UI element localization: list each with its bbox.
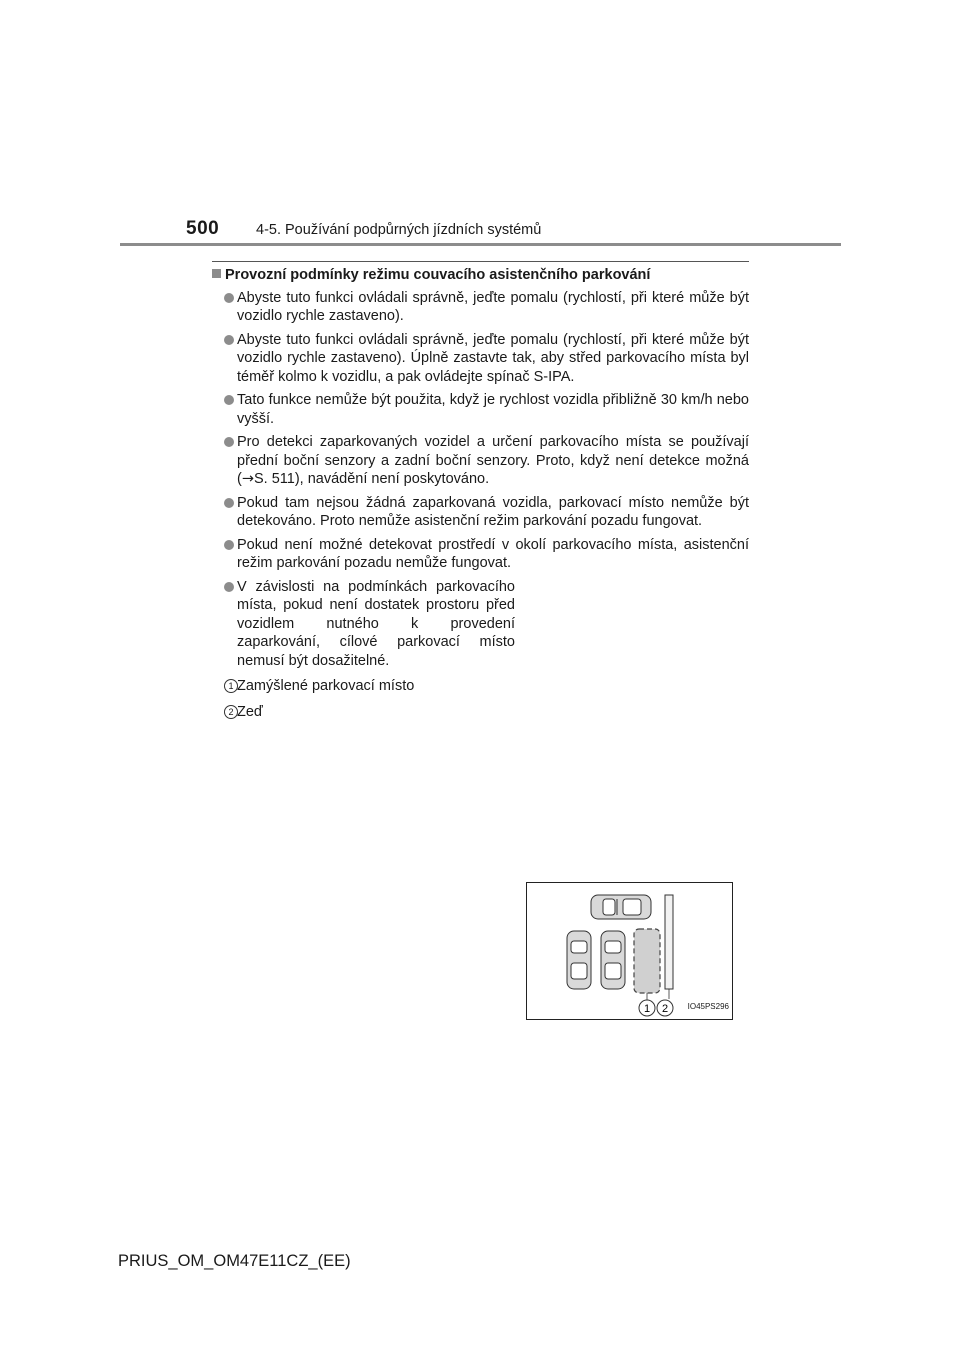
bullet-dot-icon [224,437,234,447]
list-item [212,578,515,671]
marker-label-1: 1 [643,1002,651,1015]
marker-label-2: 2 [661,1002,669,1015]
bullet-text: V závislosti na podmínkách parkovacího místa, pokud není dostatek prostoru před vozidlem nutného k provedení zaparkování, cílové parkovací místo nemusí být dosažitelné. [237,578,515,669]
bullet-text: Abyste tuto funkci ovládali správně, jeďte pomalu (rychlostí, při které může být vozidlo rychle zastaveno). [237,289,749,324]
arrow-icon: → [241,471,254,487]
circled-number-icon: 2 [224,705,238,719]
section-content [212,266,749,1015]
target-parking-space [634,929,660,993]
section-heading-text: Provozní podmínky režimu couvacího asistenčního parkování [225,267,651,283]
page-number: 500 [186,218,220,239]
bullet-dot-icon [224,582,234,592]
square-bullet-icon [212,269,221,278]
parked-car-middle [601,931,625,989]
document-code: PRIUS_OM_OM47E11CZ_(EE) [118,1252,351,1270]
figure-block [212,578,749,1015]
parked-car-left [567,931,591,989]
bullet-dot-icon [224,335,234,345]
header-divider [120,243,841,246]
bullet-text: Tato funkce nemůže být použita, když je rychlost vozidla přibližně 30 km/h nebo vyšší. [237,392,749,427]
page-reference-link[interactable]: S. 511), navádění není poskytováno. [254,471,490,487]
parking-illustration [526,882,733,1020]
callout-label: Zamýšlené parkovací místo [237,678,415,694]
list-item [212,433,749,489]
bullet-text-part: Pro detekci zaparkovaných vozidel a určení parkovacího místa se používají přední boční senzory a zadní boční senzory. Proto, když není detekce možná ( [237,434,749,487]
callout-item [212,677,749,696]
bullet-text: Abyste tuto funkci ovládali správně, jeďte pomalu (rychlostí, při které může být vozidlo rychle zastaveno). Úplně zastavte tak, aby střed parkovacího místa byl téměř kolmo k vozidlu, a pak ovládejte spínač S-IPA. [237,331,749,385]
bullet-dot-icon [224,540,234,550]
bullet-dot-icon [224,395,234,405]
callout-label: Zeď [237,703,263,720]
figure-code: IO45PS296 [687,1002,729,1011]
section-heading [212,266,749,285]
bullet-dot-icon [224,498,234,508]
circled-number-icon: 1 [224,679,238,693]
list-item [212,536,749,573]
list-item [212,289,749,326]
list-item [212,331,749,387]
bullet-text: Pokud tam nejsou žádná zaparkovaná vozidla, parkovací místo nemůže být detekováno. Proto nemůže asistenční režim parkování pozadu fungovat. [237,494,749,529]
chapter-title: 4-5. Používání podpůrných jízdních systémů [256,222,542,238]
list-item [212,494,749,531]
wall [665,895,673,989]
bullet-text: Pokud není možné detekovat prostředí v okolí parkovacího místa, asistenční režim parkování pozadu nemůže fungovat. [237,536,749,571]
callout-item [212,703,749,722]
parked-car-top [591,895,651,919]
bullet-dot-icon [224,293,234,303]
list-item [212,391,749,428]
section-divider [212,261,749,262]
